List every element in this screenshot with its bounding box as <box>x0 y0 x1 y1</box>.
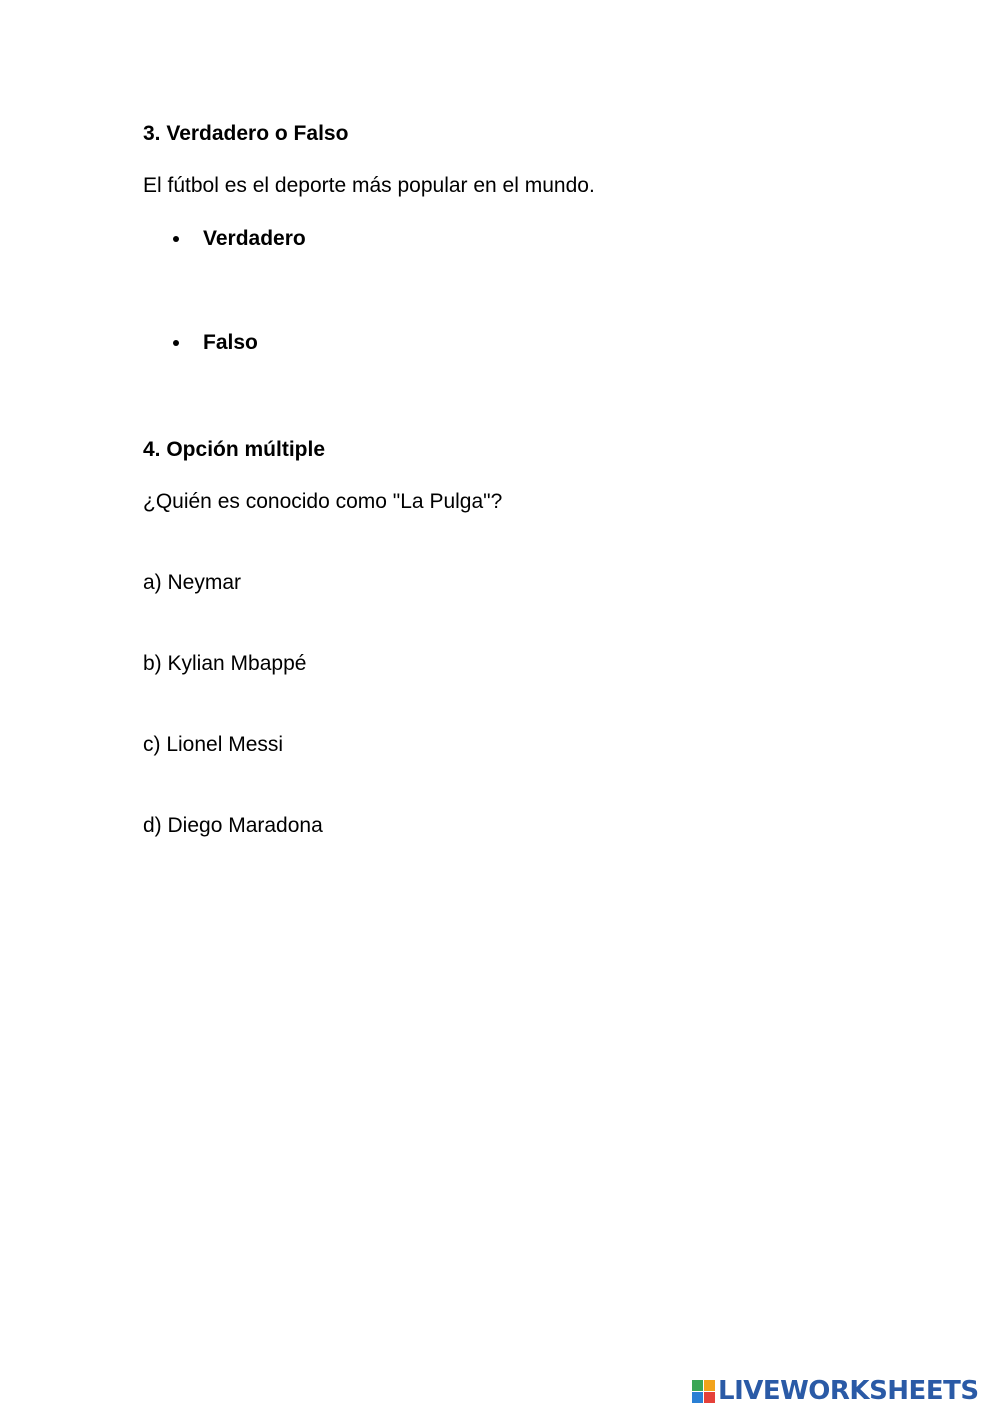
section-3-heading: 3. Verdadero o Falso <box>143 122 349 145</box>
section-3-statement: El fútbol es el deporte más popular en el mundo. <box>143 174 595 197</box>
logo-square-3 <box>692 1392 703 1403</box>
true-option-label: Verdadero <box>203 227 306 250</box>
logo-mark-icon <box>692 1380 715 1403</box>
bullet-icon <box>173 340 179 346</box>
section-4-heading: 4. Opción múltiple <box>143 438 326 461</box>
choice-c[interactable]: c) Lionel Messi <box>143 733 284 756</box>
logo-square-1 <box>692 1380 703 1391</box>
choice-b[interactable]: b) Kylian Mbappé <box>143 652 307 675</box>
false-option[interactable] <box>173 330 258 356</box>
liveworksheets-logo <box>692 1376 979 1406</box>
true-option[interactable] <box>173 226 306 252</box>
section-4-question: ¿Quién es conocido como "La Pulga"? <box>143 490 503 513</box>
logo-text: LIVEWORKSHEETS <box>718 1376 979 1406</box>
bullet-icon <box>173 236 179 242</box>
logo-square-4 <box>704 1392 715 1403</box>
false-option-label: Falso <box>203 331 258 354</box>
logo-square-2 <box>704 1380 715 1391</box>
choice-d[interactable]: d) Diego Maradona <box>143 814 323 837</box>
choice-a[interactable]: a) Neymar <box>143 571 242 594</box>
